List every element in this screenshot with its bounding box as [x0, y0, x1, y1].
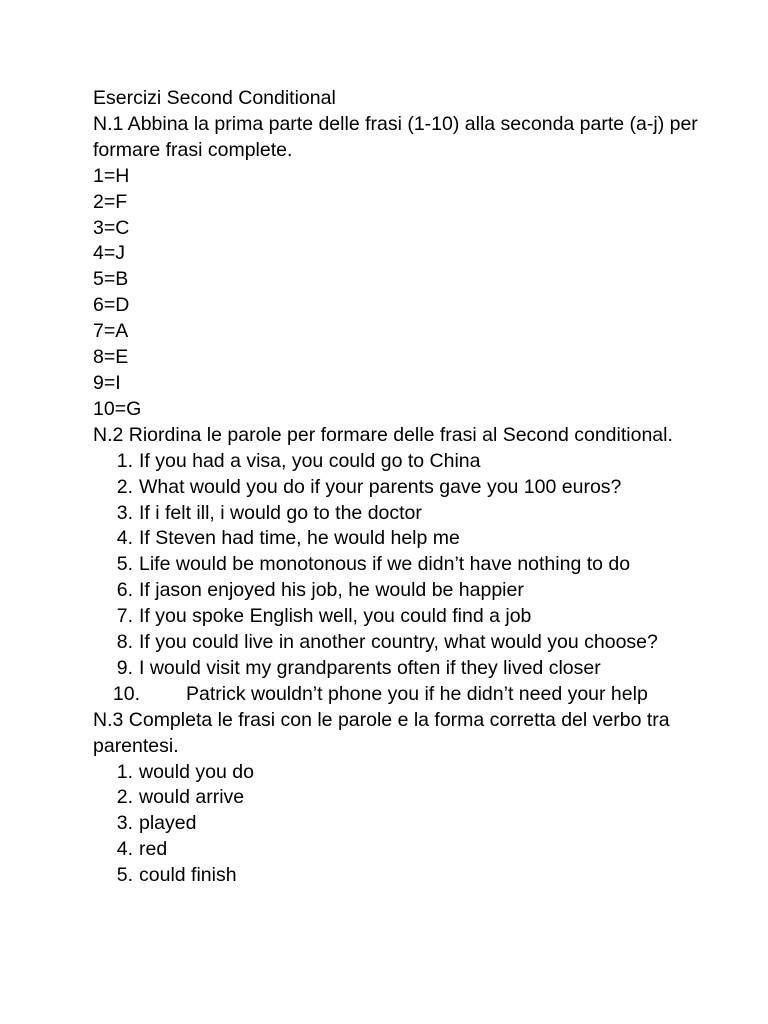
answer-line: 2=F — [93, 190, 128, 213]
exercise-1-answers — [93, 164, 733, 423]
list-item — [93, 630, 733, 656]
list-item-text: Life would be monotonous if we didn’t have nothing to do — [139, 553, 631, 576]
list-item-text: If you could live in another country, what would you choose? — [139, 631, 658, 654]
list-item — [93, 760, 733, 786]
answer-line: 1=H — [93, 164, 130, 187]
exercise-1-instruction: N.1 Abbina la prima parte delle frasi (1-10) alla seconda parte (a-j) per formare frasi complete. — [93, 112, 698, 161]
list-item-number: 1. — [116, 760, 133, 783]
answer-line: 5=B — [93, 268, 129, 291]
list-item — [93, 552, 733, 578]
list-item-number: 3. — [116, 501, 133, 524]
list-item — [93, 501, 733, 527]
list-item-text: If you had a visa, you could go to China — [139, 449, 481, 472]
answer-line: 6=D — [93, 294, 130, 317]
list-item — [93, 837, 733, 863]
list-item-text: would arrive — [139, 786, 245, 809]
answer-line: 9=I — [93, 371, 121, 394]
list-item-number: 7. — [116, 605, 133, 628]
list-item-number: 10. — [112, 682, 140, 705]
list-item — [93, 449, 733, 475]
document-title: Esercizi Second Conditional — [93, 87, 336, 109]
list-item-text: What would you do if your parents gave you 100 euros? — [139, 475, 622, 498]
list-item-text: would you do — [139, 760, 254, 783]
list-item-number: 2. — [116, 475, 133, 498]
list-item-number: 3. — [116, 812, 133, 835]
list-item-number: 1. — [116, 449, 133, 472]
list-item-text: If jason enjoyed his job, he would be happier — [139, 579, 524, 602]
list-item — [93, 656, 733, 682]
list-item — [93, 604, 733, 630]
list-item-number: 8. — [116, 631, 133, 654]
list-item — [93, 811, 733, 837]
list-item-number: 4. — [116, 527, 133, 550]
answer-line: 8=E — [93, 346, 129, 369]
list-item-number: 6. — [116, 579, 133, 602]
answer-line: 7=A — [93, 320, 129, 343]
list-item-number: 2. — [116, 786, 133, 809]
exercise-2-instruction: N.2 Riordina le parole per formare delle frasi al Second conditional. — [93, 423, 673, 446]
list-item — [93, 475, 733, 501]
list-item — [93, 785, 733, 811]
list-item — [93, 578, 733, 604]
list-item — [93, 526, 733, 552]
list-item-number: 4. — [116, 838, 133, 861]
answer-line: 3=C — [93, 216, 130, 239]
list-item-text: played — [139, 812, 197, 835]
answer-line: 4=J — [93, 242, 125, 265]
list-item-text: could finish — [139, 864, 237, 887]
answer-line: 10=G — [93, 397, 142, 420]
list-item-text: If Steven had time, he would help me — [139, 527, 460, 550]
list-item — [93, 863, 733, 889]
exercise-3-list — [93, 760, 733, 890]
list-item-number: 5. — [116, 553, 133, 576]
document-page — [93, 86, 733, 889]
list-item-number: 9. — [116, 656, 133, 679]
list-item-text: If i felt ill, i would go to the doctor — [139, 501, 422, 524]
list-item-number: 5. — [116, 864, 133, 887]
list-item-text: If you spoke English well, you could find a job — [139, 605, 532, 628]
exercise-2-list — [93, 449, 733, 708]
list-item — [93, 682, 733, 708]
list-item-text: Patrick wouldn’t phone you if he didn’t need your help — [186, 682, 648, 705]
list-item-text: red — [139, 838, 168, 861]
exercise-3-instruction: N.3 Completa le frasi con le parole e la forma corretta del verbo tra parentesi. — [93, 708, 670, 757]
list-item-text: I would visit my grandparents often if they lived closer — [139, 656, 601, 679]
